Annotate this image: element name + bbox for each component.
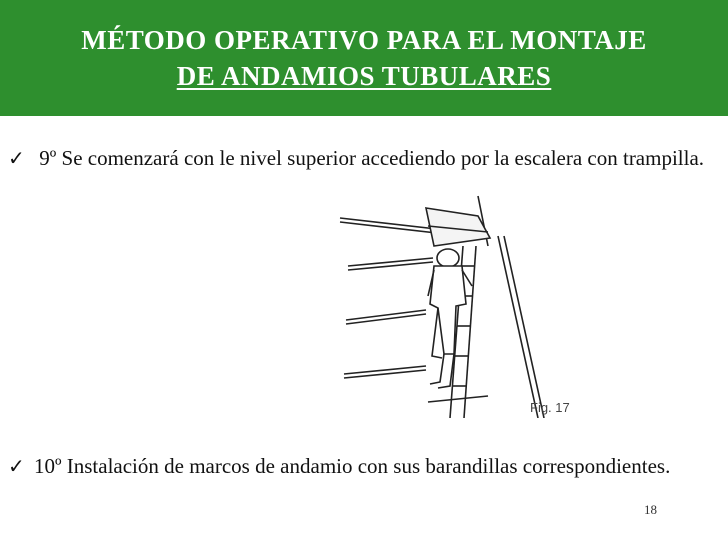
title-banner: [0, 0, 728, 116]
figure-caption: Fig. 17: [530, 400, 570, 415]
bullet-item: [8, 144, 708, 173]
bullet-text: 10º Instalación de marcos de andamio con sus barandillas correspondientes.: [34, 454, 671, 478]
bullet-text: 9º Se comenzará con le nivel superior accediendo por la escalera con trampilla.: [34, 146, 705, 170]
bullet-item: [8, 452, 708, 481]
checkmark-icon: ✓: [8, 456, 25, 478]
checkmark-icon: ✓: [8, 148, 25, 170]
slide-title-line-2: DE ANDAMIOS TUBULARES: [176, 61, 552, 91]
scaffold-illustration: [338, 186, 588, 418]
page-number: 18: [644, 502, 657, 517]
scaffold-drawing: [338, 186, 588, 418]
slide-title-line-1: MÉTODO OPERATIVO PARA EL MONTAJE: [81, 25, 647, 55]
